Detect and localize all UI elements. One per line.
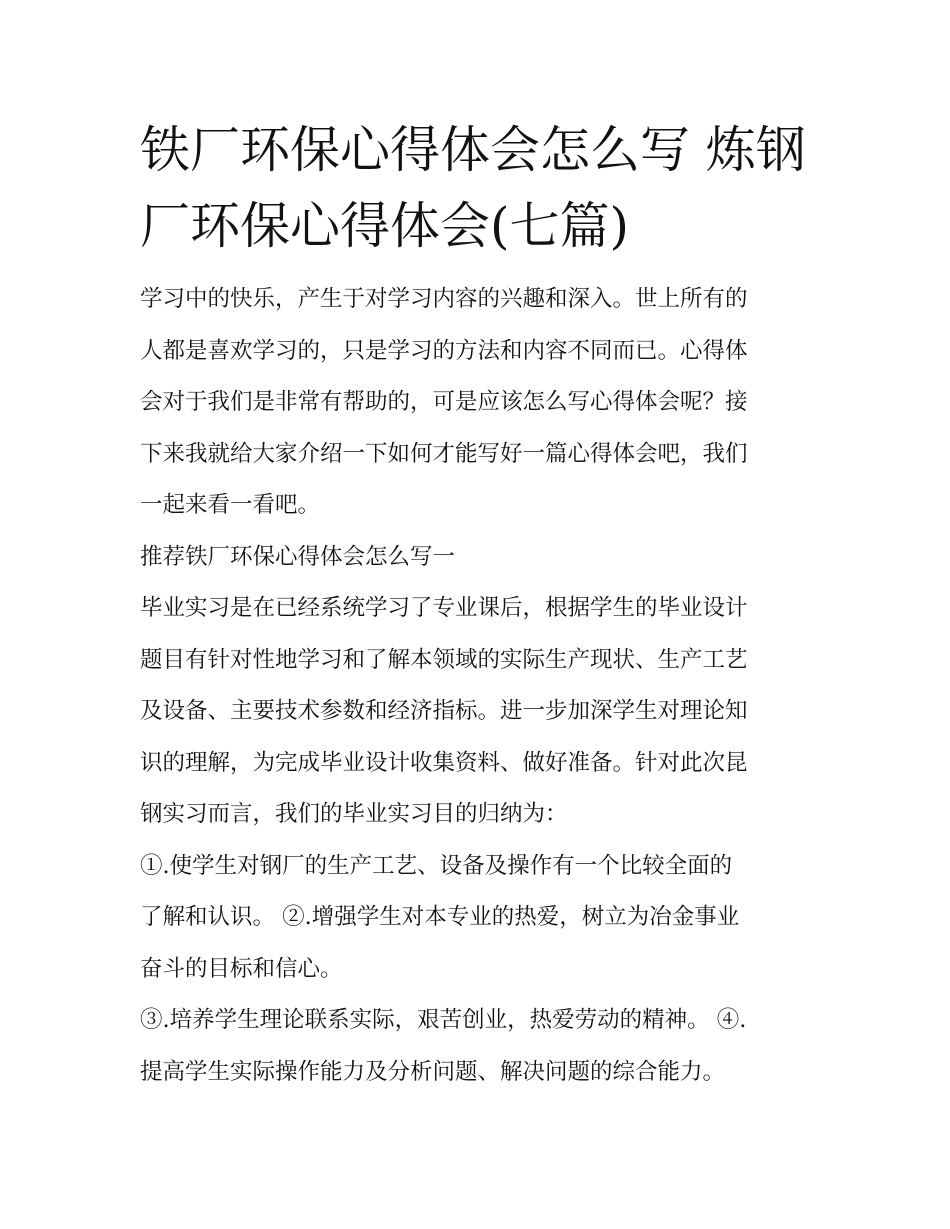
goals-paragraph-2 <box>140 995 820 1098</box>
text-line: ③.培养学生理论联系实际，艰苦创业，热爱劳动的精神。 ④. <box>140 1007 747 1033</box>
text-line: 下来我就给大家介绍一下如何才能写好一篇心得体会吧，我们 <box>140 440 748 467</box>
text-line: 学习中的快乐，产生于对学习内容的兴趣和深入。世上所有的 <box>140 286 748 312</box>
intro-paragraph <box>140 274 820 532</box>
goals-paragraph-1 <box>140 841 820 996</box>
title-line: 厂环保心得体会(七篇) <box>140 197 630 255</box>
text-line: 会对于我们是非常有帮助的，可是应该怎么写心得体会呢？接 <box>140 389 748 415</box>
text-line: 提高学生实际操作能力及分析问题、解决问题的综合能力。 <box>140 1058 726 1085</box>
section-heading <box>140 532 820 584</box>
section-heading-text: 推荐铁厂环保心得体会怎么写一 <box>140 543 456 570</box>
document-body <box>140 274 820 1098</box>
text-line: 识的理解，为完成毕业设计收集资料、做好准备。针对此次昆 <box>140 749 748 776</box>
text-line: 奋斗的目标和信心。 <box>140 955 343 982</box>
text-line: 了解和认识。 ②.增强学生对本专业的热爱，树立为冶金事业 <box>140 904 740 930</box>
text-line: 一起来看一看吧。 <box>140 492 321 518</box>
text-line: ①.使学生对钢厂的生产工艺、设备及操作有一个比较全面的 <box>140 852 733 879</box>
text-line: 人都是喜欢学习的，只是学习的方法和内容不同而已。心得体 <box>140 337 748 364</box>
document-content <box>140 112 820 1098</box>
document-title <box>140 112 820 264</box>
text-line: 及设备、主要技术参数和经济指标。进一步加深学生对理论知 <box>140 698 748 724</box>
text-line: 毕业实习是在已经系统学习了专业课后，根据学生的毕业设计 <box>140 595 748 621</box>
text-line: 题目有针对性地学习和了解本领域的实际生产现状、生产工艺 <box>140 646 748 673</box>
section-paragraph <box>140 583 820 841</box>
title-line: 铁厂环保心得体会怎么写 炼钢 <box>140 121 806 179</box>
text-line: 钢实习而言，我们的毕业实习目的归纳为： <box>140 801 568 827</box>
